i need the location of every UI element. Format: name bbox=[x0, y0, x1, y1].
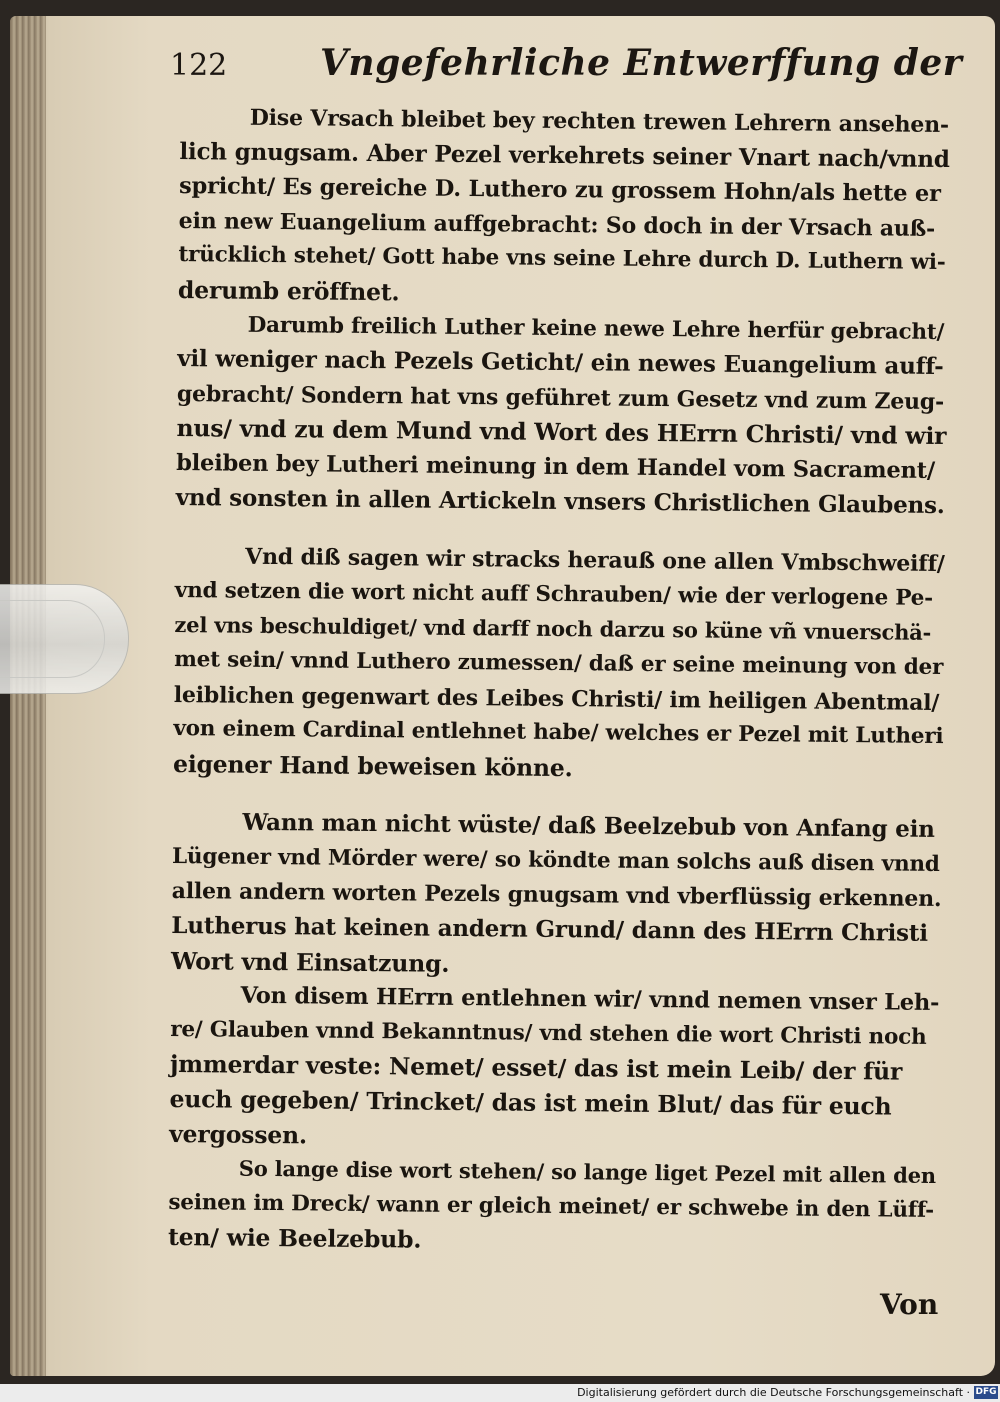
body-text bbox=[168, 100, 950, 1263]
text-line: derumb eröffnet. bbox=[177, 275, 400, 307]
page-clip-inner-outline bbox=[0, 600, 105, 678]
text-line: zel vns beschuldiget/ vnd darff noch darzu so küne vñ vnuerschä- bbox=[174, 612, 932, 646]
text-line: met sein/ vnnd Luthero zumessen/ daß er seine meinung von der bbox=[174, 646, 944, 680]
text-line: Lutherus hat keinen andern Grund/ dann des HErrn Christi bbox=[171, 912, 928, 947]
paragraph-1 bbox=[178, 100, 950, 316]
text-line: eigener Hand beweisen könne. bbox=[172, 749, 573, 782]
text-line: nus/ vnd zu dem Mund vnd Wort des HErrn Christi/ vnd wir bbox=[176, 414, 947, 451]
text-line: Wann man nicht wüste/ daß Beelzebub von Anfang ein bbox=[242, 808, 935, 844]
text-line: bleiben bey Lutheri meinung in dem Handel vom Sacrament/ bbox=[176, 449, 936, 484]
text-line: Wort vnd Einsatzung. bbox=[170, 946, 450, 978]
text-line: vnd setzen die wort nicht auff Schrauben/ wie der verlogene Pe- bbox=[174, 577, 934, 611]
text-line: seinen im Dreck/ wann er gleich meinet/ er schwebe in den Lüff- bbox=[168, 1189, 935, 1223]
page-edge-stack bbox=[10, 16, 46, 1376]
text-line: ten/ wie Beelzebub. bbox=[167, 1223, 422, 1254]
text-line: lich gnugsam. Aber Pezel verkehrets seiner Vnart nach/vnnd bbox=[179, 137, 950, 173]
page-number: 122 bbox=[170, 48, 228, 83]
text-line: So lange dise wort stehen/ so lange liget Pezel mit allen den bbox=[238, 1155, 937, 1189]
text-line: Darumb freilich Luther keine newe Lehre herfür gebracht/ bbox=[247, 312, 945, 345]
text-line: Lügener vnd Mörder were/ so köndte man solchs auß disen vnnd bbox=[171, 843, 940, 877]
funding-notice: Digitalisierung gefördert durch die Deutsche Forschungsgemeinschaft · bbox=[577, 1386, 970, 1399]
text-line: euch gegeben/ Trincket/ das ist mein Blut/ das für euch bbox=[169, 1084, 892, 1121]
text-line: von einem Cardinal entlehnet habe/ welches er Pezel mit Lutheri bbox=[173, 716, 944, 750]
text-line: jmmerdar veste: Nemet/ esset/ das ist mein Leib/ der für bbox=[169, 1050, 903, 1087]
paragraph-4 bbox=[171, 805, 943, 986]
page-header bbox=[170, 42, 963, 90]
paragraph-6 bbox=[168, 1151, 939, 1263]
text-line: spricht/ Es gereiche D. Luthero zu grossem Hohn/als hette er bbox=[178, 173, 941, 208]
text-line: allen andern worten Pezels gnugsam vnd vberflüssig erkennen. bbox=[171, 878, 942, 913]
catchword: Von bbox=[880, 1288, 939, 1321]
text-line: Von disem HErrn entlehnen wir/ vnnd nemen vnser Leh- bbox=[240, 982, 940, 1017]
text-line: gebracht/ Sondern hat vns geführet zum Gesetz vnd zum Zeug- bbox=[176, 380, 945, 415]
running-title: Vngefehrliche Entwerffung der bbox=[320, 42, 963, 84]
paragraph-3 bbox=[173, 539, 945, 789]
text-line: vergossen. bbox=[169, 1119, 308, 1150]
footer-bar bbox=[0, 1384, 1000, 1402]
text-line: ein new Euangelium auffgebracht: So doch in der Vrsach auß- bbox=[178, 207, 936, 242]
text-line: Vnd diß sagen wir stracks herauß one allen Vmbschweiff/ bbox=[245, 543, 945, 578]
text-line: Dise Vrsach bleibet bey rechten trewen Lehrern ansehen- bbox=[249, 104, 950, 139]
text-line: vil weniger nach Pezels Geticht/ ein newes Euangelium auff- bbox=[177, 345, 944, 381]
text-line: leiblichen gegenwart des Leibes Christi/ im heiligen Abentmal/ bbox=[173, 681, 940, 716]
text-line: trücklich stehet/ Gott habe vns seine Lehre durch D. Luthern wi- bbox=[178, 242, 946, 276]
text-line: vnd sonsten in allen Artickeln vnsers Christlichen Glaubens. bbox=[175, 483, 945, 519]
paragraph-5 bbox=[169, 978, 941, 1159]
paragraph-2 bbox=[176, 308, 948, 524]
text-line: re/ Glauben vnnd Bekanntnus/ vnd stehen die wort Christi noch bbox=[170, 1016, 927, 1050]
dfg-logo-icon: DFG bbox=[975, 1387, 997, 1397]
